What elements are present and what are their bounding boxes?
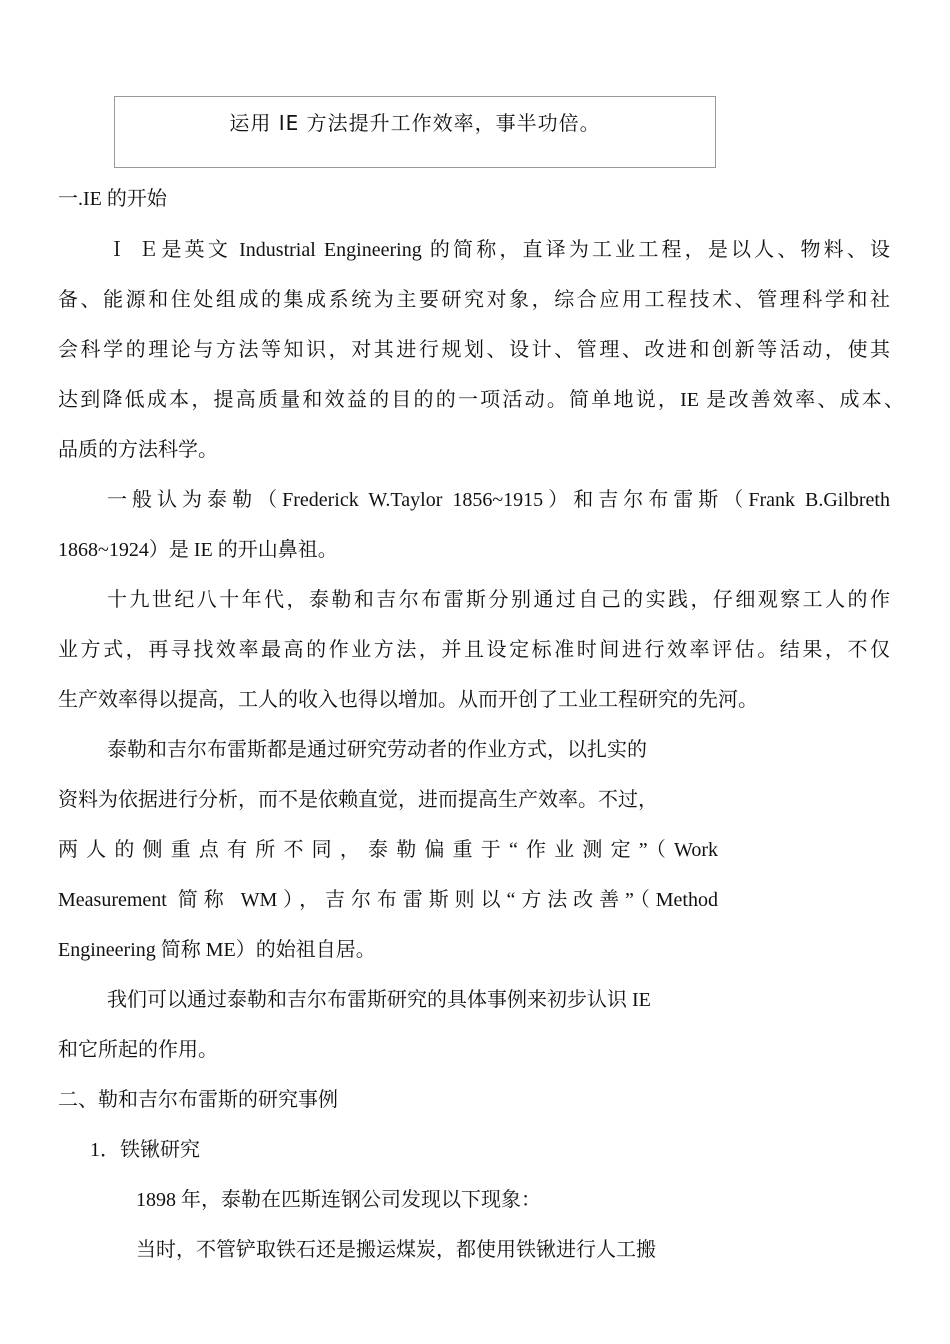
paragraph-line: 业方式，再寻找效率最高的作业方法，并且设定标准时间进行效率评估。结果，不仅 xyxy=(58,639,890,661)
paragraph-line: Ｉ Ｅ是英文 Industrial Engineering 的简称，直译为工业工程，是以人、物料、设 xyxy=(107,239,890,261)
paragraph-line: 当时，不管铲取铁石还是搬运煤炭，都使用铁锹进行人工搬 xyxy=(136,1239,656,1261)
section-heading-2: 二、勒和吉尔布雷斯的研究事例 xyxy=(58,1089,338,1111)
paragraph-line: 1898 年，泰勒在匹斯连钢公司发现以下现象： xyxy=(136,1189,541,1211)
paragraph-line: 两人的侧重点有所不同，泰勒偏重于“作业测定”（Work xyxy=(58,839,718,861)
paragraph-line: 会科学的理论与方法等知识，对其进行规划、设计、管理、改进和创新等活动，使其 xyxy=(58,339,890,361)
paragraph-line: 泰勒和吉尔布雷斯都是通过研究劳动者的作业方式，以扎实的 xyxy=(107,739,647,761)
paragraph-line: 我们可以通过泰勒和吉尔布雷斯研究的具体事例来初步认识 IE xyxy=(107,989,651,1011)
paragraph-line: Engineering 简称 ME）的始祖自居。 xyxy=(58,939,376,961)
paragraph-line: 1868~1924）是 IE 的开山鼻祖。 xyxy=(58,539,338,561)
document-title: 运用 IE 方法提升工作效率，事半功倍。 xyxy=(229,111,601,135)
section-heading-1: 一.IE 的开始 xyxy=(58,188,167,210)
paragraph-line: 备、能源和住处组成的集成系统为主要研究对象，综合应用工程技术、管理科学和社 xyxy=(58,289,890,311)
paragraph-line: 十九世纪八十年代，泰勒和吉尔布雷斯分别通过自己的实践，仔细观察工人的作 xyxy=(107,589,890,611)
paragraph-line: 和它所起的作用。 xyxy=(58,1039,218,1061)
subsection-heading: 1．铁锹研究 xyxy=(90,1139,200,1161)
paragraph-line: 一般认为泰勒（Frederick W.Taylor 1856~1915）和吉尔布雷斯（Frank B.Gilbreth xyxy=(107,489,890,511)
title-box xyxy=(114,96,716,168)
paragraph-line: 品质的方法科学。 xyxy=(58,439,218,461)
paragraph-line: 资料为依据进行分析，而不是依赖直觉，进而提高生产效率。不过， xyxy=(58,789,658,811)
paragraph-line: 生产效率得以提高，工人的收入也得以增加。从而开创了工业工程研究的先河。 xyxy=(58,689,758,711)
paragraph-line: Measurement 简称 WM），吉尔布雷斯则以“方法改善”（Method xyxy=(58,889,718,911)
paragraph-line: 达到降低成本，提高质量和效益的目的的一项活动。简单地说，IE 是改善效率、成本、 xyxy=(58,389,904,411)
